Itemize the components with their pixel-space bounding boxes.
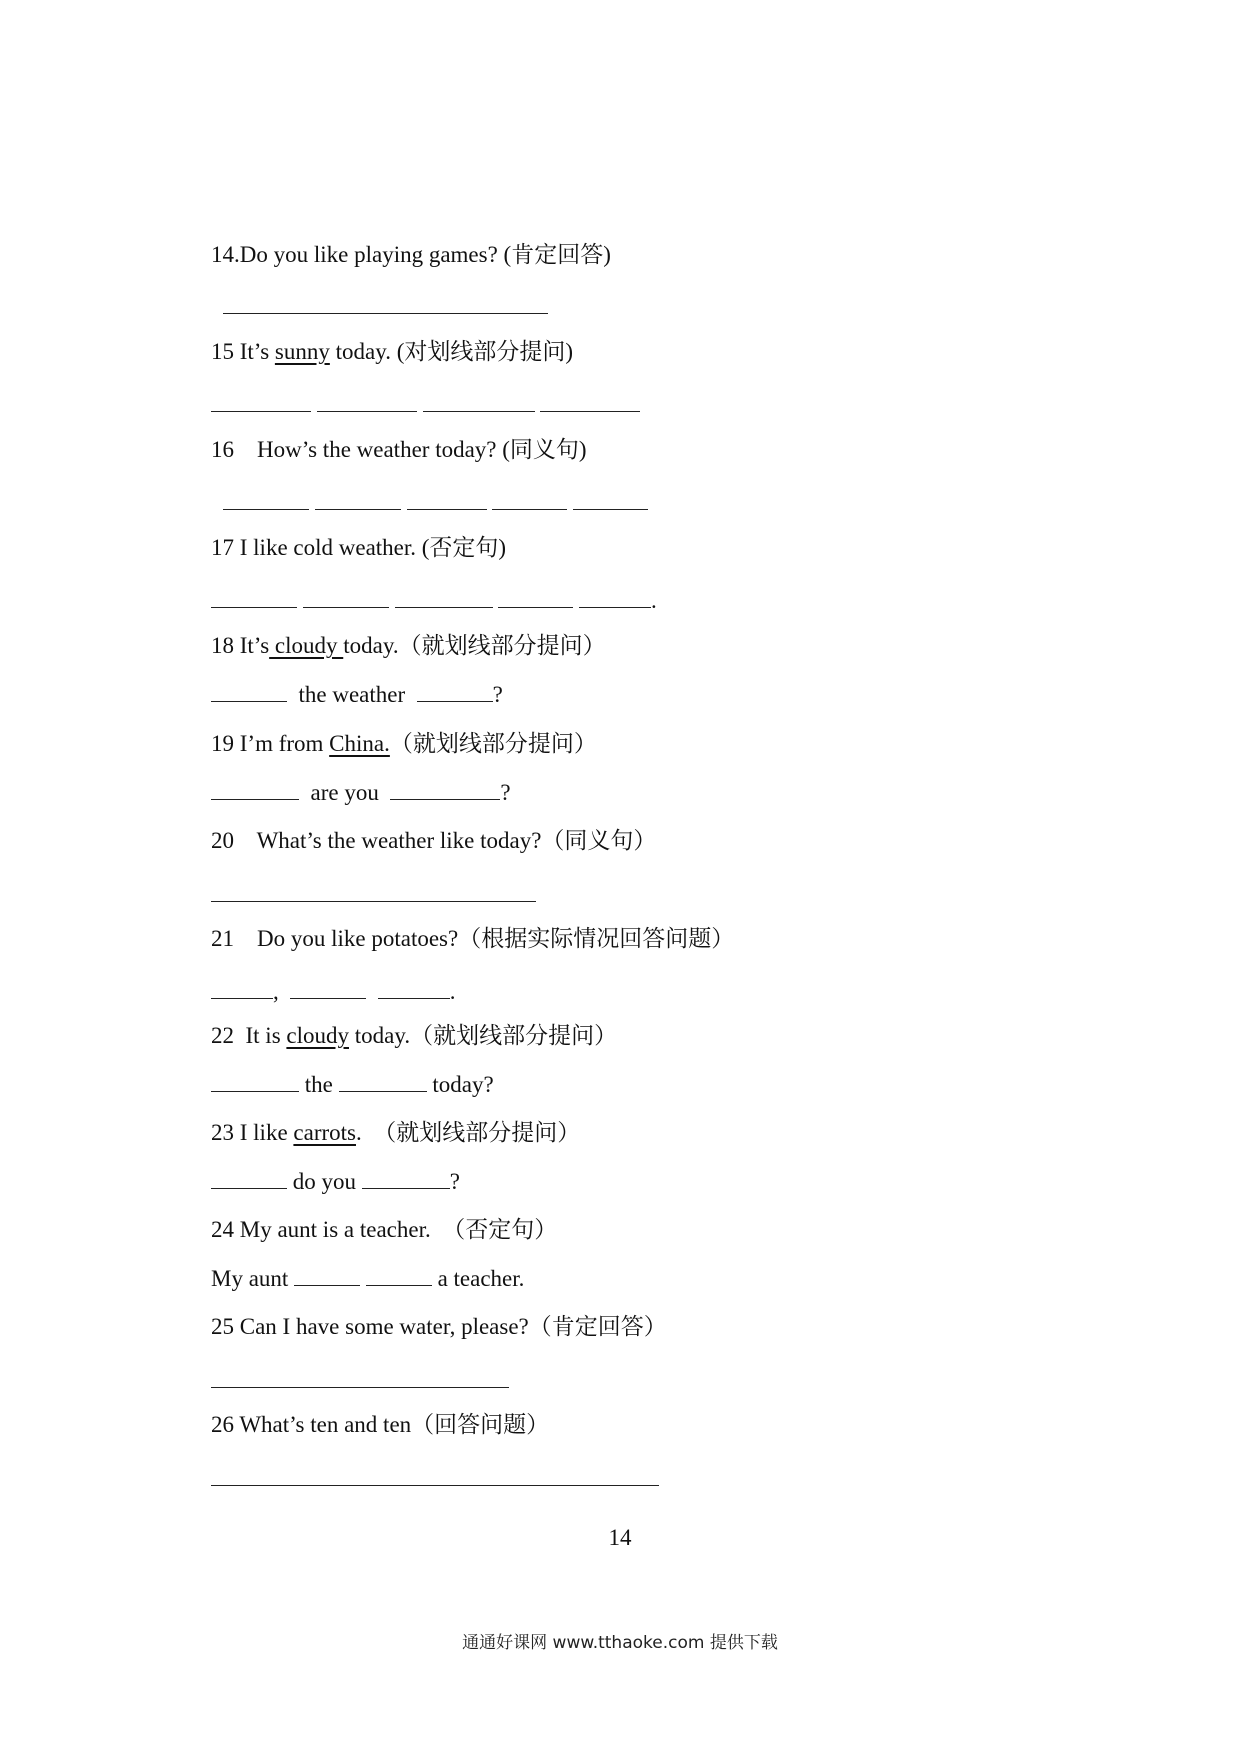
question-25: 25 Can I have some water, please?（肯定回答） [211,1314,667,1339]
question-15: 15 It’s sunny today. (对划线部分提问) [211,339,574,364]
question-23: 23 I like carrots. （就划线部分提问） [211,1120,581,1145]
question-20: 20 What’s the weather like today?（同义句） [211,828,657,853]
question-24: 24 My aunt is a teacher. （否定句） [211,1217,558,1242]
question-18: 18 It’s cloudy today.（就划线部分提问） [211,633,606,658]
answer-line-22: the today? [188,1040,494,1130]
page-number: 14 [608,1525,632,1550]
answer-line-17: . [188,556,657,646]
question-16: 16 How’s the weather today? (同义句) [211,437,587,462]
answer-line-19: are you ? [188,748,511,838]
answer-line-21: , . [188,947,456,1037]
question-17: 17 I like cold weather. (否定句) [211,535,507,560]
download-footer: 通通好课网 www.tthaoke.com 提供下载 [462,1633,778,1653]
answer-line-18: the weather ? [188,650,503,740]
answer-line-23: do you ? [188,1137,460,1227]
question-22: 22 It is cloudy today.（就划线部分提问） [211,1023,618,1048]
answer-line-26 [188,1434,659,1524]
question-21: 21 Do you like potatoes?（根据实际情况回答问题） [211,926,735,951]
question-19: 19 I’m from China.（就划线部分提问） [211,731,597,756]
answer-line-24: My aunt a teacher. [211,1266,525,1291]
question-26: 26 What’s ten and ten（回答问题） [211,1412,550,1437]
question-14: 14.Do you like playing games? (肯定回答) [211,242,611,267]
